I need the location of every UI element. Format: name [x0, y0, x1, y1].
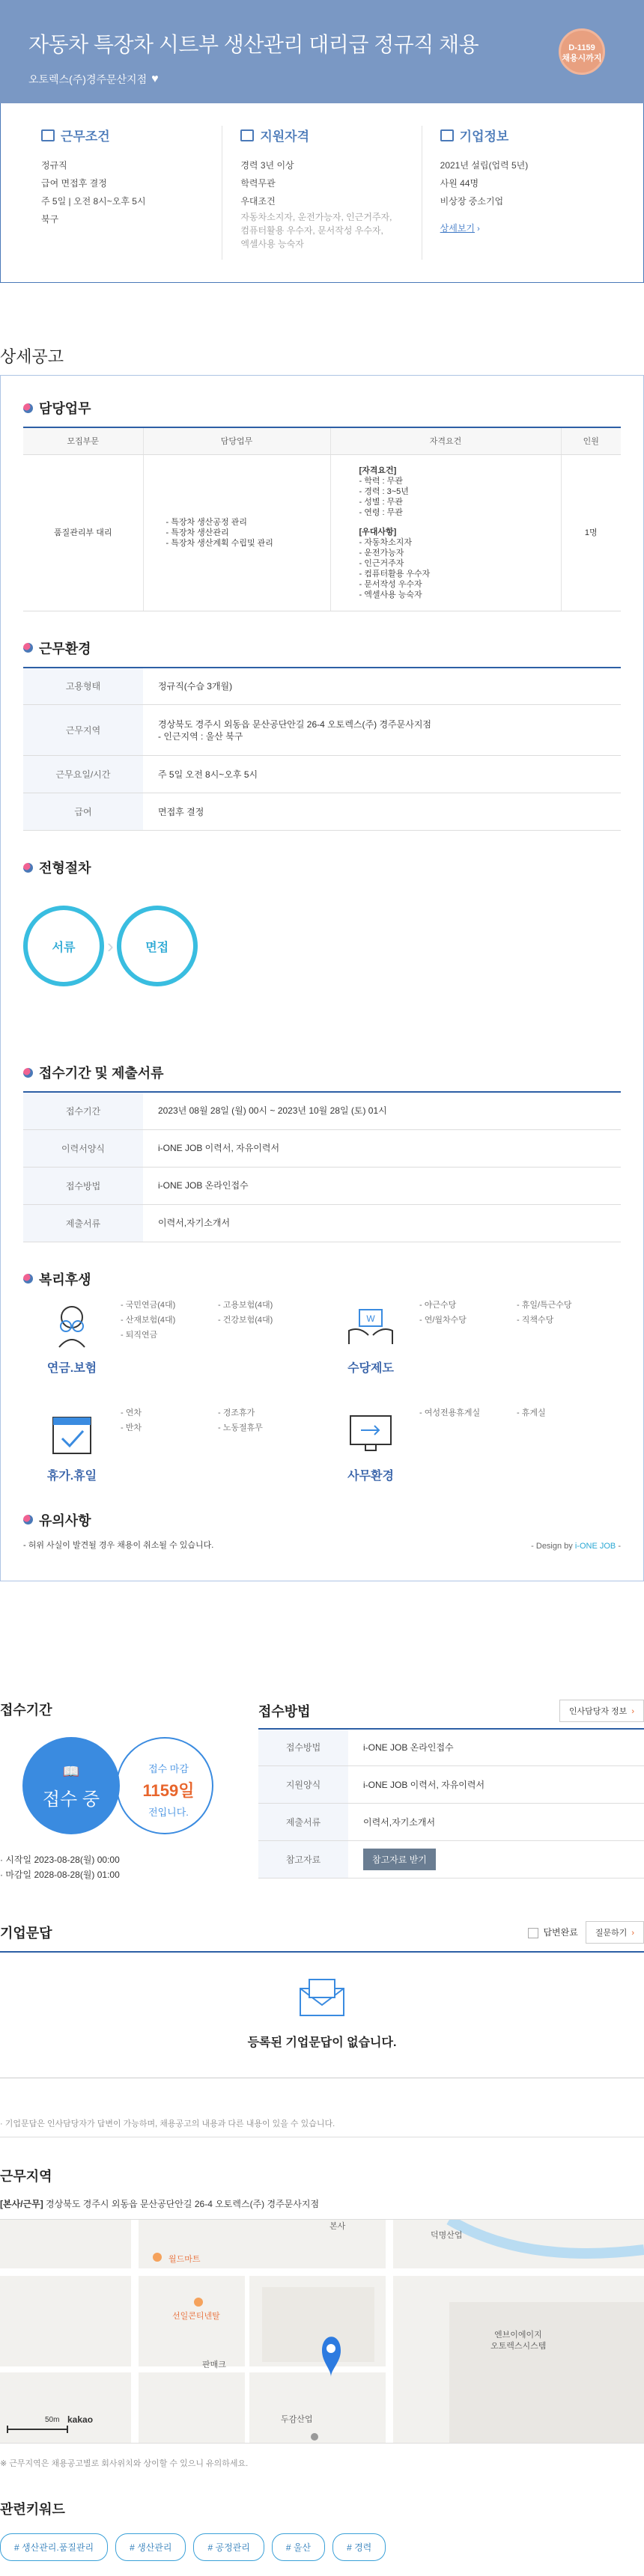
welfare-allowance: [322, 1298, 621, 1376]
location-address: [0, 2197, 644, 2210]
welfare-item: - 휴게실: [517, 1405, 607, 1420]
method-key: 접수방법: [258, 1729, 348, 1766]
welfare-title: 복리후생: [39, 1272, 91, 1287]
job-header: [0, 0, 644, 103]
deadline-suffix: 전입니다.: [148, 1806, 189, 1818]
book-icon: 📖: [62, 1763, 80, 1779]
method-value: i-ONE JOB 온라인접수: [348, 1729, 644, 1766]
welfare-item: - 여성전용휴게실: [419, 1405, 509, 1420]
map-label: 월드마트: [168, 2254, 201, 2264]
process-title: 전형절차: [39, 861, 91, 876]
welfare-item: - 경조휴가: [218, 1405, 308, 1420]
duty-requirements: [330, 454, 561, 611]
duty-task: - 특장차 생산공정 관리: [165, 517, 247, 527]
qual-preferred-label: 우대조건: [240, 196, 276, 207]
method-key: 참고자료: [258, 1841, 348, 1878]
map-brand: kakao: [67, 2414, 94, 2425]
env-block: [23, 638, 621, 831]
map-label: 선일콘티넨탈: [172, 2311, 220, 2321]
bullet-icon: [23, 403, 33, 413]
map-label: 엔브이에이지: [494, 2330, 542, 2340]
welfare-item: - 퇴직연금: [121, 1328, 210, 1343]
section-title: 상세공고: [0, 347, 64, 366]
notice-title: 유의사항: [39, 1513, 91, 1528]
welfare-group-name: 수당제도: [347, 1361, 394, 1375]
summary-panel: [0, 103, 644, 283]
work-conditions-title: 근무조건: [61, 129, 110, 144]
duty-task: - 특장차 생산관리: [165, 528, 229, 537]
company-info-title: 기업정보: [459, 129, 509, 144]
hr-info-label: 인사담당자 정보: [568, 1706, 628, 1716]
env-value: 주 5일 오전 8시~오후 5시: [143, 756, 621, 793]
reference-download-button[interactable]: 참고자료 받기: [363, 1849, 436, 1870]
duty-block: [23, 398, 621, 611]
detail-posting: [0, 375, 644, 1581]
dday-label: 채용시까지: [562, 54, 602, 63]
duty-header-task: 담당업무: [143, 427, 330, 454]
qual-preferred-1: 자동차소지자, 운전가능자, 인근거주자,: [240, 212, 392, 222]
welfare-item: - 연차: [121, 1405, 210, 1420]
pref-item: - 자동차소지자: [359, 537, 412, 547]
req-item: - 경력 : 3~5년: [359, 486, 409, 496]
welfare-item: - 휴일/특근수당: [517, 1298, 607, 1313]
env-nearby: - 인근지역 : 울산 북구: [158, 730, 243, 742]
company-name[interactable]: 오토렉스(주)경주문산지점: [28, 73, 148, 85]
pref-item: - 운전가능자: [359, 548, 404, 558]
work-hours: 주 5일 | 오전 8시~오후 5시: [41, 196, 146, 207]
method-value: 이력서,자기소개서: [348, 1804, 644, 1841]
map-canvas[interactable]: [0, 2220, 644, 2444]
period-title: 접수기간: [0, 1702, 52, 1718]
bullet-icon: [23, 863, 33, 873]
calendar-icon: [240, 129, 254, 141]
map-label: 두감산업: [281, 2414, 313, 2424]
address-tag: [본사/근무]: [0, 2198, 43, 2209]
deadline-days: 1159일: [142, 1780, 195, 1800]
duty-header-req: 자격요건: [330, 427, 561, 454]
qa-empty-box: [0, 1951, 644, 2078]
method-table: [258, 1728, 644, 1879]
qual-career: 경력 3년 이상: [240, 160, 294, 171]
qualifications-title: 지원자격: [260, 129, 310, 144]
period-visual: [22, 1737, 236, 1849]
welfare-item: - 노동절휴무: [218, 1420, 308, 1435]
step-document: 서류: [23, 906, 104, 986]
answered-filter[interactable]: [528, 1926, 577, 1938]
duty-task: - 특장차 생산계획 수립및 관리: [165, 538, 273, 548]
pref-item: - 문서작성 우수자: [359, 579, 422, 589]
method-key: 지원양식: [258, 1766, 348, 1804]
map-label: 덕명산업: [431, 2230, 463, 2240]
apply-title: 접수기간 및 제출서류: [39, 1066, 164, 1081]
end-date: 마감일 2028-08-28(월) 01:00: [5, 1869, 120, 1880]
qa-title: 기업문답: [0, 1925, 52, 1941]
duty-title: 담당업무: [39, 401, 91, 416]
period-dates: · 시작일 2023-08-28(월) 00:00 · 마감일 2028-08-28(월) 01:00: [0, 1854, 120, 1880]
welfare-block: [23, 1269, 621, 1483]
method-value: i-ONE JOB 이력서, 자유이력서: [348, 1766, 644, 1804]
bullet-icon: [23, 1068, 33, 1078]
status-circle: [22, 1737, 120, 1834]
welfare-office: [322, 1405, 621, 1483]
company-employees: 사원 44명: [440, 178, 479, 189]
keyword-tag[interactable]: # 생산관리.품질관리: [0, 2533, 108, 2561]
welfare-item: - 야근수당: [419, 1298, 509, 1313]
keywords-title: 관련키워드: [0, 2501, 65, 2517]
qa-header: [0, 1921, 644, 1944]
apply-value: i-ONE JOB 온라인접수: [143, 1167, 621, 1204]
env-key: 근무지역: [23, 705, 143, 756]
welfare-holiday: [23, 1405, 322, 1483]
method-title: 접수방법: [258, 1703, 311, 1719]
req-item: - 연령 : 무관: [359, 507, 403, 517]
env-table: [23, 667, 621, 831]
duty-tasks: [143, 454, 330, 611]
welfare-item: - 직책수당: [517, 1313, 607, 1328]
env-value: [143, 705, 621, 756]
process-steps: [23, 886, 621, 1006]
deadline-label: 접수 마감: [148, 1762, 189, 1774]
design-prefix: - Design by: [531, 1541, 575, 1551]
apply-block: [23, 1063, 621, 1242]
welfare-grid: [23, 1298, 621, 1483]
keyword-tag[interactable]: # 생산관리: [115, 2533, 186, 2561]
qual-education: 학력무관: [240, 178, 276, 189]
bullet-icon: [23, 1274, 33, 1284]
start-date: 시작일 2023-08-28(월) 00:00: [5, 1854, 120, 1865]
pref-title: [우대사항]: [359, 527, 397, 537]
company-founded: 2021년 설립(업력 5년): [440, 160, 529, 171]
apply-value: 이력서,자기소개서: [143, 1204, 621, 1242]
qual-preferred-2: 컴퓨터활용 우수자, 문서작성 우수자,: [240, 225, 383, 236]
method-panel: [258, 1700, 644, 1882]
dday-count: D-1159: [568, 43, 595, 52]
qualifications: [222, 126, 422, 260]
period-panel: [0, 1700, 236, 1882]
work-type: 정규직: [41, 160, 67, 171]
welfare-item: - 연/월차수당: [419, 1313, 509, 1328]
design-suffix: -: [616, 1541, 621, 1551]
hr-info-button[interactable]: [559, 1700, 644, 1722]
glasses-face-icon: [46, 1304, 98, 1349]
envelope-icon: [299, 1978, 345, 2017]
welfare-group-name: 사무환경: [347, 1469, 394, 1483]
dday-badge: [559, 28, 605, 75]
bullet-icon: [23, 1515, 33, 1524]
answered-label: 답변완료: [543, 1927, 578, 1938]
svg-text:W: W: [366, 1313, 375, 1324]
welfare-item: - 산재보험(4대): [121, 1313, 210, 1328]
ask-label: 질문하기: [595, 1928, 628, 1938]
chevron-right-icon: ›: [107, 934, 114, 957]
pref-item: - 엑셀사용 능숙자: [359, 590, 422, 599]
duty-header-count: 인원: [561, 427, 621, 454]
work-salary: 급여 면접후 결정: [41, 178, 107, 189]
welfare-item: - 국민연금(4대): [121, 1298, 210, 1313]
apply-key: 제출서류: [23, 1204, 143, 1242]
req-title: [자격요건]: [359, 466, 397, 475]
map-label: 판매크: [202, 2360, 226, 2369]
apply-key: 접수기간: [23, 1092, 143, 1129]
apply-value: i-ONE JOB 이력서, 자유이력서: [143, 1129, 621, 1167]
job-title: 자동차 특장차 시트부 생산관리 대리급 정규직 채용: [28, 33, 479, 56]
env-title: 근무환경: [39, 641, 91, 656]
apply-value: 2023년 08월 28일 (월) 00시 ~ 2023년 10월 28일 (토) 01시: [143, 1092, 621, 1129]
address-text: 경상북도 경주시 외동읍 문산공단안길 26-4 오토렉스(주) 경주문사지점: [43, 2198, 320, 2209]
heart-icon[interactable]: ♥: [151, 73, 159, 85]
duty-dept: 품질관리부 대리: [23, 454, 143, 611]
location-section: [0, 2166, 644, 2469]
map-label: 오토렉스시스템: [490, 2341, 547, 2351]
money-hands-icon: [344, 1304, 397, 1349]
env-value: 면접후 결정: [143, 793, 621, 831]
work-region: 북구: [41, 214, 59, 225]
method-key: 제출서류: [258, 1804, 348, 1841]
apply-key: 이력서양식: [23, 1129, 143, 1167]
env-value: 정규직(수습 3개월): [143, 668, 621, 705]
req-item: - 학력 : 무관: [359, 476, 403, 486]
keyword-tag[interactable]: # 울산: [272, 2533, 325, 2561]
keywords-section: [0, 2499, 644, 2561]
map[interactable]: [0, 2219, 644, 2444]
map-scale: 50m: [45, 2415, 60, 2424]
req-item: - 성별 : 무관: [359, 497, 403, 507]
env-key: 근무요일/시간: [23, 756, 143, 793]
checkbox[interactable]: [528, 1928, 538, 1938]
apply-section: [0, 1700, 644, 1882]
keyword-tag[interactable]: # 공정관리: [193, 2533, 264, 2561]
design-brand: i-ONE JOB: [574, 1541, 616, 1551]
work-conditions: [23, 126, 222, 260]
keyword-tags: [0, 2533, 644, 2561]
company-type: 비상장 중소기업: [440, 196, 504, 207]
qa-empty-message: 등록된 기업문답이 없습니다.: [247, 2036, 397, 2049]
welfare-item: - 건강보험(4대): [218, 1313, 308, 1328]
company-line: [28, 72, 616, 87]
map-label: 본사: [329, 2221, 346, 2231]
env-key: 급여: [23, 793, 143, 831]
company-detail-link[interactable]: 상세보기: [440, 223, 476, 234]
process-block: [23, 858, 621, 1036]
qual-preferred-3: 엑셀사용 능숙자: [240, 239, 304, 249]
bullet-icon: [23, 643, 33, 653]
welfare-group-name: 연금.보험: [46, 1361, 97, 1375]
welfare-pension: [23, 1298, 322, 1376]
env-address: 경상북도 경주시 외동읍 문산공단안길 26-4 오토렉스(주) 경주문사지점: [158, 718, 432, 730]
qa-note: · 기업문답은 인사담당자가 답변이 가능하며, 채용공고의 내용과 다른 내용이 있을 수 있습니다.: [0, 2117, 644, 2137]
company-info: 기업정보 2021년 설립(업력 5년) 사원 44명 비상장 중소기업 상세보기 ›: [422, 126, 621, 260]
duty-count: 1명: [561, 454, 621, 611]
pref-item: - 인근거주자: [359, 558, 404, 568]
env-key: 고용형태: [23, 668, 143, 705]
notice-block: [23, 1510, 621, 1551]
welfare-item: - 반차: [121, 1420, 210, 1435]
status-text: 접수 중: [42, 1789, 100, 1810]
apply-key: 접수방법: [23, 1167, 143, 1204]
keyword-tag[interactable]: # 경력: [332, 2533, 386, 2561]
pref-item: - 컴퓨터활용 우수자: [359, 569, 431, 579]
location-title: 근무지역: [0, 2168, 52, 2184]
calendar-check-icon: [46, 1411, 98, 1456]
apply-table: [23, 1091, 621, 1242]
office-icon: [440, 129, 454, 141]
map-note: ※ 근무지역은 채용공고별로 회사위치와 상이할 수 있으니 유의하세요.: [0, 2459, 249, 2468]
duty-table: [23, 427, 621, 611]
ask-question-button[interactable]: [586, 1921, 644, 1944]
welfare-group-name: 휴가.휴일: [46, 1469, 97, 1483]
deadline-circle: [116, 1737, 213, 1834]
chevron-right-icon: ›: [631, 1706, 634, 1716]
welfare-item: - 고용보험(4대): [218, 1298, 308, 1313]
duty-header-dept: 모집부문: [23, 427, 143, 454]
step-interview: 면접: [117, 906, 198, 986]
building-icon: [41, 129, 55, 141]
notice-text: - 허위 사실이 발견될 경우 채용이 취소될 수 있습니다.: [23, 1540, 214, 1550]
chevron-right-icon: ›: [631, 1928, 634, 1938]
monitor-icon: [344, 1411, 397, 1456]
